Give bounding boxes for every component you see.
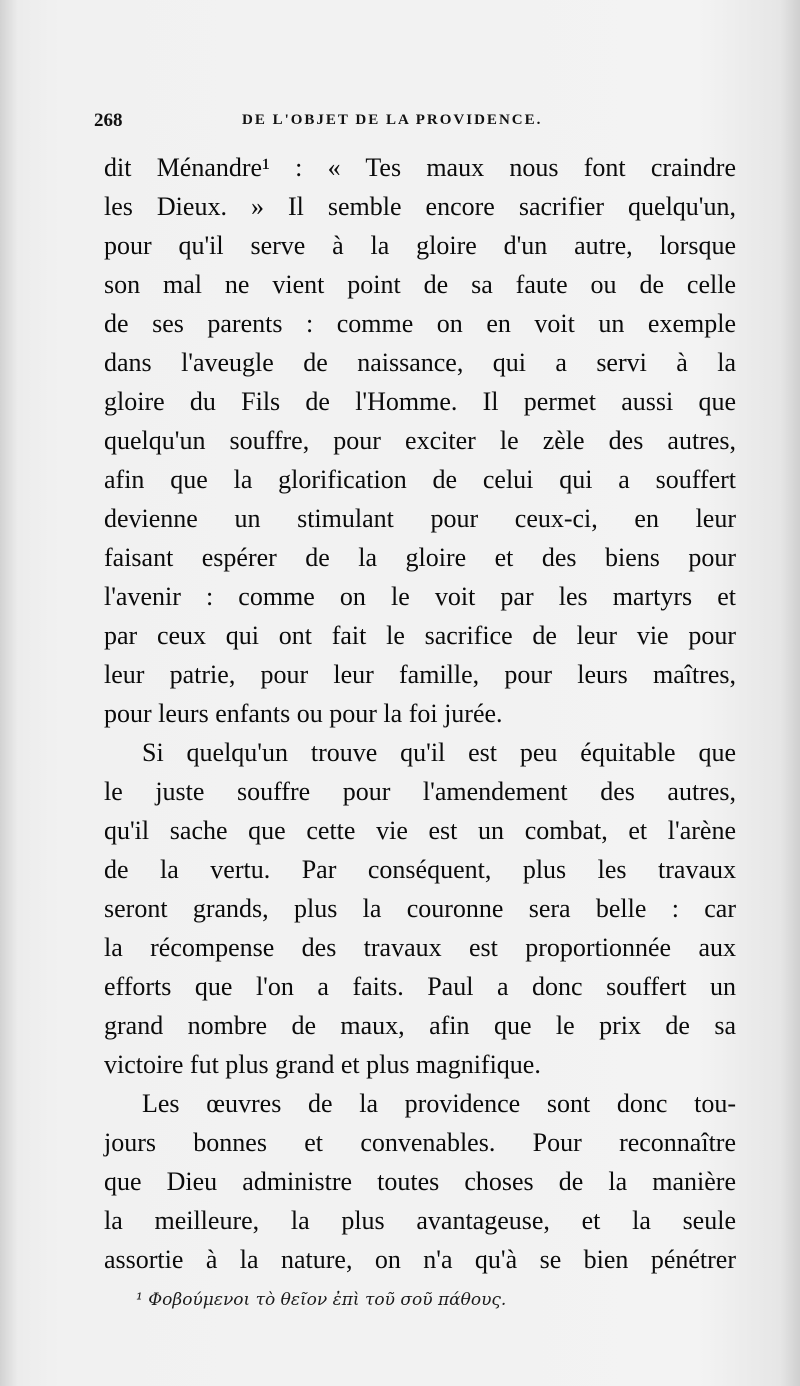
text-line: de la vertu. Par conséquent, plus les travaux bbox=[104, 855, 736, 884]
text-line: jours bonnes et convenables. Pour reconnaître bbox=[104, 1128, 736, 1157]
text-line: faisant espérer de la gloire et des biens pour bbox=[104, 543, 736, 572]
text-line: victoire fut plus grand et plus magnifique. bbox=[104, 1050, 541, 1079]
text-line: par ceux qui ont fait le sacrifice de leur vie pour bbox=[104, 621, 736, 650]
text-line: pour qu'il serve à la gloire d'un autre, lorsque bbox=[104, 231, 736, 260]
text-line: Les œuvres de la providence sont donc tou- bbox=[142, 1089, 736, 1118]
text-line: son mal ne vient point de sa faute ou de celle bbox=[104, 270, 736, 299]
running-head: DE L'OBJET DE LA PROVIDENCE. bbox=[242, 112, 543, 128]
page-number: 268 bbox=[94, 110, 123, 131]
text-line: qu'il sache que cette vie est un combat, et l'arène bbox=[104, 816, 736, 845]
text-line: dit Ménandre¹ : « Tes maux nous font craindre bbox=[104, 153, 736, 182]
text-line: pour leurs enfants ou pour la foi jurée. bbox=[104, 699, 503, 728]
text-line: dans l'aveugle de naissance, qui a servi à la bbox=[104, 348, 736, 377]
text-line: assortie à la nature, on n'a qu'à se bien pénétrer bbox=[104, 1245, 736, 1274]
text-line: quelqu'un souffre, pour exciter le zèle des autres, bbox=[104, 426, 736, 455]
text-line: seront grands, plus la couronne sera belle : car bbox=[104, 894, 736, 923]
text-line: les Dieux. » Il semble encore sacrifier quelqu'un, bbox=[104, 192, 736, 221]
text-line: de ses parents : comme on en voit un exemple bbox=[104, 309, 736, 338]
text-line: que Dieu administre toutes choses de la manière bbox=[104, 1167, 736, 1196]
page-header bbox=[94, 110, 694, 134]
body-text bbox=[104, 148, 736, 1279]
text-line: la meilleure, la plus avantageuse, et la seule bbox=[104, 1206, 736, 1235]
text-line: leur patrie, pour leur famille, pour leurs maîtres, bbox=[104, 660, 736, 689]
text-line: Si quelqu'un trouve qu'il est peu équitable que bbox=[142, 738, 736, 767]
text-line: le juste souffre pour l'amendement des autres, bbox=[104, 777, 736, 806]
text-line: afin que la glorification de celui qui a souffert bbox=[104, 465, 736, 494]
text-line: la récompense des travaux est proportionnée aux bbox=[104, 933, 736, 962]
text-line: grand nombre de maux, afin que le prix de sa bbox=[104, 1011, 736, 1040]
text-line: devienne un stimulant pour ceux-ci, en leur bbox=[104, 504, 736, 533]
footnote: ¹ Φοβούμενοι τὸ θεῖον ἐπὶ τοῦ σοῦ πάθους. bbox=[136, 1290, 507, 1310]
text-line: gloire du Fils de l'Homme. Il permet aussi que bbox=[104, 387, 736, 416]
text-line: l'avenir : comme on le voit par les martyrs et bbox=[104, 582, 736, 611]
text-line: efforts que l'on a faits. Paul a donc souffert un bbox=[104, 972, 736, 1001]
